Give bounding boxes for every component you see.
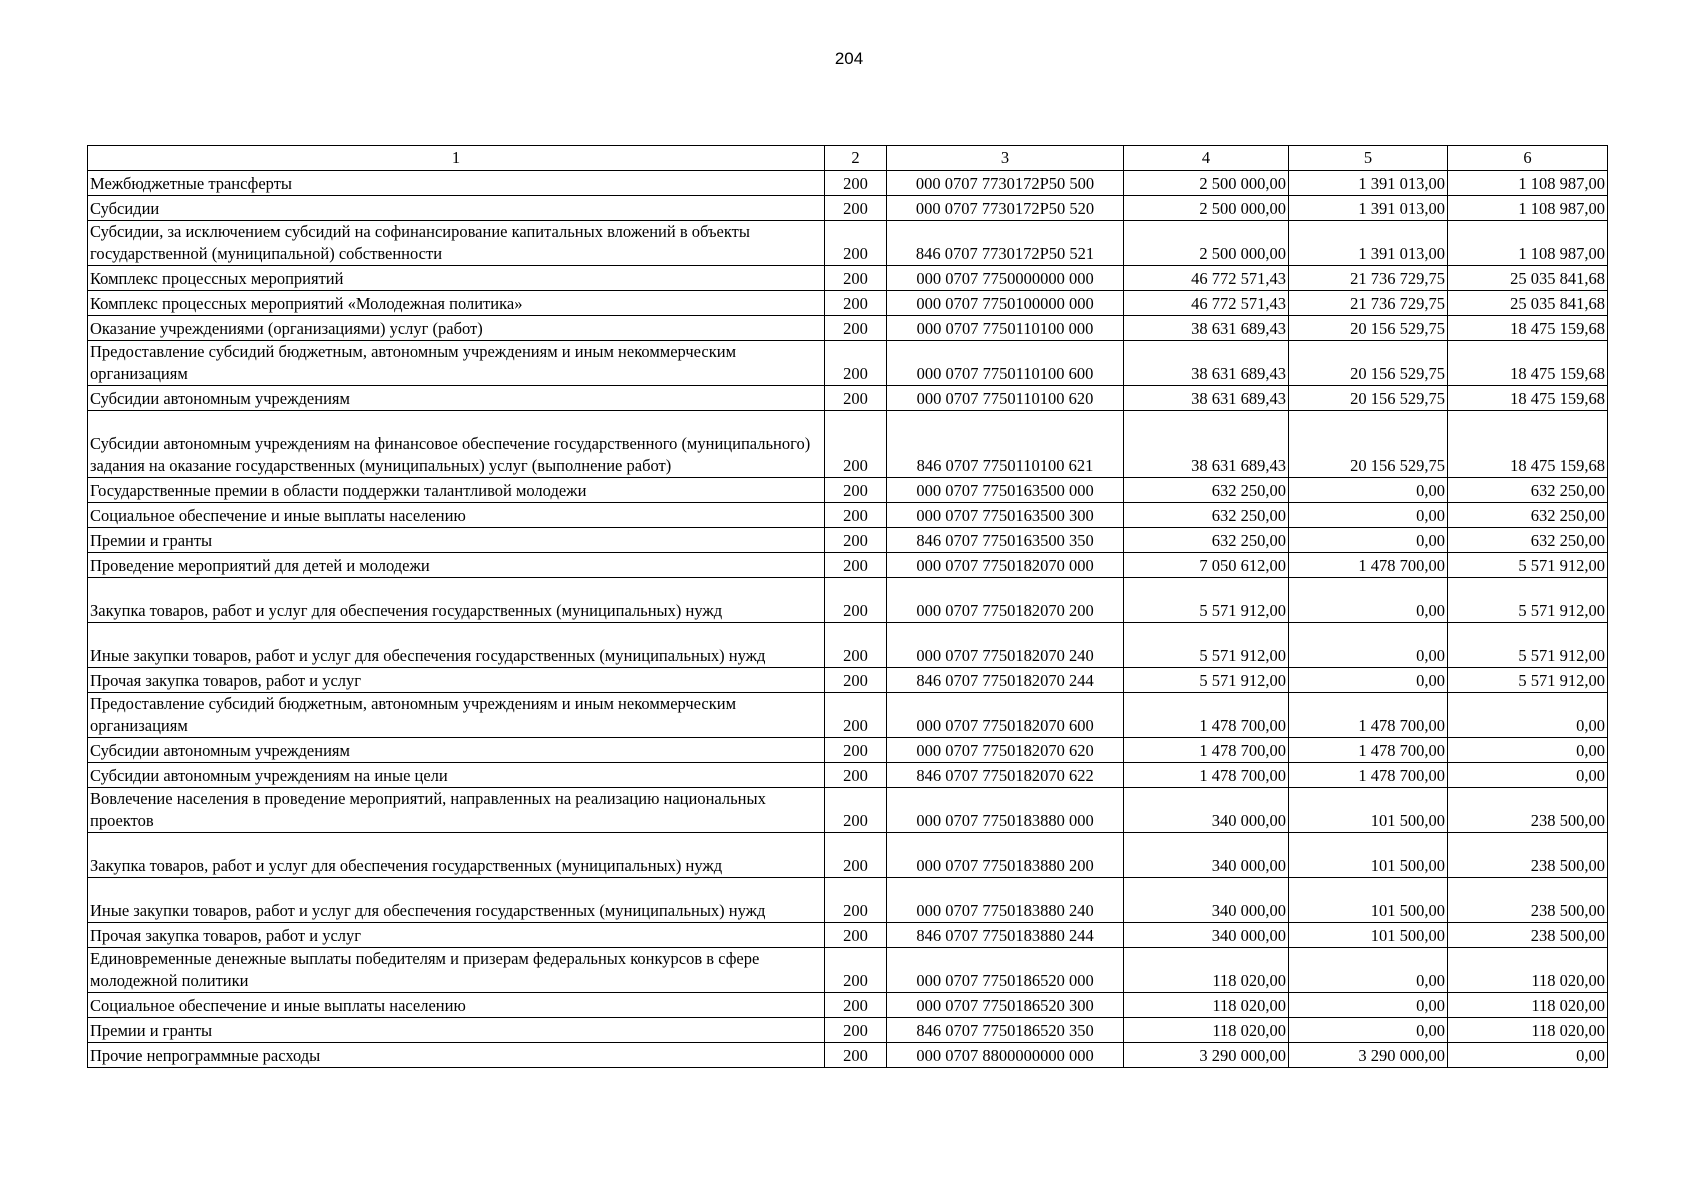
approved-amount-cell: 340 000,00 [1124,788,1289,833]
approved-amount-cell: 1 478 700,00 [1124,693,1289,738]
budget-code-cell: 000 0707 7750163500 000 [887,478,1124,503]
budget-code-cell: 846 0707 7750110100 621 [887,411,1124,478]
table-row [88,291,1608,316]
approved-amount-cell: 38 631 689,43 [1124,316,1289,341]
executed-amount-cell: 1 391 013,00 [1289,221,1448,266]
admin-code-cell: 200 [825,221,887,266]
table-row [88,266,1608,291]
row-name-cell: Субсидии [88,196,825,221]
row-name-cell: Прочая закупка товаров, работ и услуг [88,923,825,948]
row-name-cell: Социальное обеспечение и иные выплаты населению [88,993,825,1018]
table-row [88,478,1608,503]
table-row [88,948,1608,993]
executed-amount-cell: 20 156 529,75 [1289,316,1448,341]
table-row [88,553,1608,578]
executed-amount-cell: 3 290 000,00 [1289,1043,1448,1068]
admin-code-cell: 200 [825,693,887,738]
row-name-cell: Субсидии автономным учреждениям [88,738,825,763]
budget-code-cell: 000 0707 7750000000 000 [887,266,1124,291]
budget-code-cell: 000 0707 7750163500 300 [887,503,1124,528]
remaining-amount-cell: 118 020,00 [1448,1018,1608,1043]
admin-code-cell: 200 [825,1018,887,1043]
admin-code-cell: 200 [825,878,887,923]
executed-amount-cell: 20 156 529,75 [1289,341,1448,386]
executed-amount-cell: 0,00 [1289,528,1448,553]
executed-amount-cell: 1 478 700,00 [1289,693,1448,738]
approved-amount-cell: 2 500 000,00 [1124,221,1289,266]
table-row [88,316,1608,341]
admin-code-cell: 200 [825,1043,887,1068]
approved-amount-cell: 118 020,00 [1124,1018,1289,1043]
remaining-amount-cell: 0,00 [1448,763,1608,788]
row-name-cell: Единовременные денежные выплаты победителям и призерам федеральных конкурсов в сфере молодежной политики [88,948,825,993]
table-row [88,763,1608,788]
remaining-amount-cell: 632 250,00 [1448,478,1608,503]
executed-amount-cell: 0,00 [1289,623,1448,668]
table-row [88,878,1608,923]
executed-amount-cell: 21 736 729,75 [1289,291,1448,316]
admin-code-cell: 200 [825,266,887,291]
budget-code-cell: 846 0707 7750163500 350 [887,528,1124,553]
approved-amount-cell: 38 631 689,43 [1124,386,1289,411]
budget-code-cell: 000 0707 7750182070 240 [887,623,1124,668]
remaining-amount-cell: 118 020,00 [1448,993,1608,1018]
admin-code-cell: 200 [825,788,887,833]
approved-amount-cell: 632 250,00 [1124,503,1289,528]
admin-code-cell: 200 [825,623,887,668]
executed-amount-cell: 101 500,00 [1289,833,1448,878]
remaining-amount-cell: 5 571 912,00 [1448,578,1608,623]
remaining-amount-cell: 238 500,00 [1448,878,1608,923]
budget-code-cell: 000 0707 7730172P50 520 [887,196,1124,221]
approved-amount-cell: 340 000,00 [1124,833,1289,878]
row-name-cell: Субсидии автономным учреждениям на финансовое обеспечение государственного (муниципального) задания на оказание государственных (муниципальных) услуг (выполнение работ) [88,411,825,478]
budget-code-cell: 000 0707 7750182070 000 [887,553,1124,578]
admin-code-cell: 200 [825,196,887,221]
admin-code-cell: 200 [825,738,887,763]
row-name-cell: Субсидии автономным учреждениям [88,386,825,411]
remaining-amount-cell: 238 500,00 [1448,833,1608,878]
table-row [88,221,1608,266]
admin-code-cell: 200 [825,763,887,788]
table-row [88,528,1608,553]
admin-code-cell: 200 [825,503,887,528]
admin-code-cell: 200 [825,341,887,386]
budget-code-cell: 000 0707 7750100000 000 [887,291,1124,316]
row-name-cell: Социальное обеспечение и иные выплаты населению [88,503,825,528]
approved-amount-cell: 5 571 912,00 [1124,668,1289,693]
approved-amount-cell: 3 290 000,00 [1124,1043,1289,1068]
row-name-cell: Иные закупки товаров, работ и услуг для обеспечения государственных (муниципальных) нужд [88,623,825,668]
approved-amount-cell: 38 631 689,43 [1124,341,1289,386]
executed-amount-cell: 0,00 [1289,993,1448,1018]
table-row [88,411,1608,478]
column-header-4: 4 [1124,146,1289,171]
admin-code-cell: 200 [825,553,887,578]
executed-amount-cell: 101 500,00 [1289,878,1448,923]
table-row [88,196,1608,221]
column-header-2: 2 [825,146,887,171]
table-row [88,578,1608,623]
budget-code-cell: 000 0707 7750183880 240 [887,878,1124,923]
executed-amount-cell: 0,00 [1289,578,1448,623]
budget-code-cell: 846 0707 7750183880 244 [887,923,1124,948]
table-row [88,993,1608,1018]
budget-code-cell: 000 0707 7750183880 000 [887,788,1124,833]
row-name-cell: Межбюджетные трансферты [88,171,825,196]
table-row [88,341,1608,386]
row-name-cell: Иные закупки товаров, работ и услуг для обеспечения государственных (муниципальных) нужд [88,878,825,923]
approved-amount-cell: 5 571 912,00 [1124,623,1289,668]
table-row [88,503,1608,528]
executed-amount-cell: 0,00 [1289,503,1448,528]
remaining-amount-cell: 5 571 912,00 [1448,553,1608,578]
remaining-amount-cell: 18 475 159,68 [1448,316,1608,341]
approved-amount-cell: 2 500 000,00 [1124,196,1289,221]
remaining-amount-cell: 118 020,00 [1448,948,1608,993]
approved-amount-cell: 7 050 612,00 [1124,553,1289,578]
remaining-amount-cell: 18 475 159,68 [1448,341,1608,386]
admin-code-cell: 200 [825,411,887,478]
approved-amount-cell: 118 020,00 [1124,993,1289,1018]
remaining-amount-cell: 632 250,00 [1448,503,1608,528]
budget-code-cell: 000 0707 7750182070 620 [887,738,1124,763]
budget-code-cell: 000 0707 7730172P50 500 [887,171,1124,196]
page-number: 204 [834,49,864,68]
admin-code-cell: 200 [825,993,887,1018]
admin-code-cell: 200 [825,923,887,948]
executed-amount-cell: 101 500,00 [1289,788,1448,833]
admin-code-cell: 200 [825,291,887,316]
admin-code-cell: 200 [825,171,887,196]
remaining-amount-cell: 5 571 912,00 [1448,623,1608,668]
remaining-amount-cell: 25 035 841,68 [1448,266,1608,291]
table-row [88,738,1608,763]
row-name-cell: Оказание учреждениями (организациями) услуг (работ) [88,316,825,341]
budget-code-cell: 000 0707 7750182070 200 [887,578,1124,623]
remaining-amount-cell: 238 500,00 [1448,923,1608,948]
remaining-amount-cell: 1 108 987,00 [1448,221,1608,266]
budget-code-cell: 000 0707 7750110100 620 [887,386,1124,411]
row-name-cell: Комплекс процессных мероприятий «Молодежная политика» [88,291,825,316]
table-row [88,833,1608,878]
remaining-amount-cell: 18 475 159,68 [1448,411,1608,478]
row-name-cell: Субсидии, за исключением субсидий на софинансирование капитальных вложений в объекты государственной (муниципальной) собственности [88,221,825,266]
table-row [88,1043,1608,1068]
executed-amount-cell: 1 391 013,00 [1289,196,1448,221]
admin-code-cell: 200 [825,316,887,341]
table-header-row [88,146,1608,171]
executed-amount-cell: 1 391 013,00 [1289,171,1448,196]
budget-code-cell: 846 0707 7750182070 244 [887,668,1124,693]
approved-amount-cell: 46 772 571,43 [1124,291,1289,316]
row-name-cell: Комплекс процессных мероприятий [88,266,825,291]
approved-amount-cell: 1 478 700,00 [1124,763,1289,788]
row-name-cell: Премии и гранты [88,1018,825,1043]
remaining-amount-cell: 0,00 [1448,693,1608,738]
approved-amount-cell: 632 250,00 [1124,478,1289,503]
executed-amount-cell: 1 478 700,00 [1289,738,1448,763]
remaining-amount-cell: 5 571 912,00 [1448,668,1608,693]
table-row [88,693,1608,738]
row-name-cell: Предоставление субсидий бюджетным, автономным учреждениям и иным некоммерческим организациям [88,693,825,738]
column-header-3: 3 [887,146,1124,171]
table-row [88,171,1608,196]
row-name-cell: Закупка товаров, работ и услуг для обеспечения государственных (муниципальных) нужд [88,578,825,623]
admin-code-cell: 200 [825,578,887,623]
table-row [88,923,1608,948]
budget-code-cell: 000 0707 7750182070 600 [887,693,1124,738]
table-row [88,623,1608,668]
budget-code-cell: 000 0707 7750110100 600 [887,341,1124,386]
executed-amount-cell: 0,00 [1289,1018,1448,1043]
admin-code-cell: 200 [825,478,887,503]
budget-code-cell: 000 0707 8800000000 000 [887,1043,1124,1068]
executed-amount-cell: 0,00 [1289,478,1448,503]
executed-amount-cell: 1 478 700,00 [1289,763,1448,788]
executed-amount-cell: 21 736 729,75 [1289,266,1448,291]
table-row [88,788,1608,833]
row-name-cell: Предоставление субсидий бюджетным, автономным учреждениям и иным некоммерческим организациям [88,341,825,386]
budget-code-cell: 846 0707 7730172P50 521 [887,221,1124,266]
row-name-cell: Субсидии автономным учреждениям на иные цели [88,763,825,788]
budget-code-cell: 000 0707 7750110100 000 [887,316,1124,341]
admin-code-cell: 200 [825,668,887,693]
row-name-cell: Премии и гранты [88,528,825,553]
approved-amount-cell: 5 571 912,00 [1124,578,1289,623]
executed-amount-cell: 0,00 [1289,948,1448,993]
admin-code-cell: 200 [825,528,887,553]
executed-amount-cell: 20 156 529,75 [1289,386,1448,411]
row-name-cell: Прочие непрограммные расходы [88,1043,825,1068]
budget-code-cell: 000 0707 7750183880 200 [887,833,1124,878]
executed-amount-cell: 101 500,00 [1289,923,1448,948]
remaining-amount-cell: 0,00 [1448,738,1608,763]
executed-amount-cell: 20 156 529,75 [1289,411,1448,478]
budget-code-cell: 000 0707 7750186520 000 [887,948,1124,993]
column-header-5: 5 [1289,146,1448,171]
admin-code-cell: 200 [825,833,887,878]
remaining-amount-cell: 238 500,00 [1448,788,1608,833]
remaining-amount-cell: 1 108 987,00 [1448,196,1608,221]
column-header-6: 6 [1448,146,1608,171]
executed-amount-cell: 0,00 [1289,668,1448,693]
table-row [88,386,1608,411]
approved-amount-cell: 632 250,00 [1124,528,1289,553]
remaining-amount-cell: 1 108 987,00 [1448,171,1608,196]
table-row [88,1018,1608,1043]
budget-code-cell: 000 0707 7750186520 300 [887,993,1124,1018]
remaining-amount-cell: 25 035 841,68 [1448,291,1608,316]
table-row [88,668,1608,693]
approved-amount-cell: 46 772 571,43 [1124,266,1289,291]
row-name-cell: Проведение мероприятий для детей и молодежи [88,553,825,578]
remaining-amount-cell: 18 475 159,68 [1448,386,1608,411]
admin-code-cell: 200 [825,948,887,993]
column-header-1: 1 [88,146,825,171]
row-name-cell: Прочая закупка товаров, работ и услуг [88,668,825,693]
approved-amount-cell: 1 478 700,00 [1124,738,1289,763]
row-name-cell: Вовлечение населения в проведение мероприятий, направленных на реализацию национальных проектов [88,788,825,833]
budget-table [87,145,1608,1068]
approved-amount-cell: 38 631 689,43 [1124,411,1289,478]
approved-amount-cell: 340 000,00 [1124,923,1289,948]
approved-amount-cell: 2 500 000,00 [1124,171,1289,196]
budget-code-cell: 846 0707 7750186520 350 [887,1018,1124,1043]
admin-code-cell: 200 [825,386,887,411]
remaining-amount-cell: 0,00 [1448,1043,1608,1068]
approved-amount-cell: 340 000,00 [1124,878,1289,923]
approved-amount-cell: 118 020,00 [1124,948,1289,993]
remaining-amount-cell: 632 250,00 [1448,528,1608,553]
budget-code-cell: 846 0707 7750182070 622 [887,763,1124,788]
executed-amount-cell: 1 478 700,00 [1289,553,1448,578]
row-name-cell: Закупка товаров, работ и услуг для обеспечения государственных (муниципальных) нужд [88,833,825,878]
row-name-cell: Государственные премии в области поддержки талантливой молодежи [88,478,825,503]
